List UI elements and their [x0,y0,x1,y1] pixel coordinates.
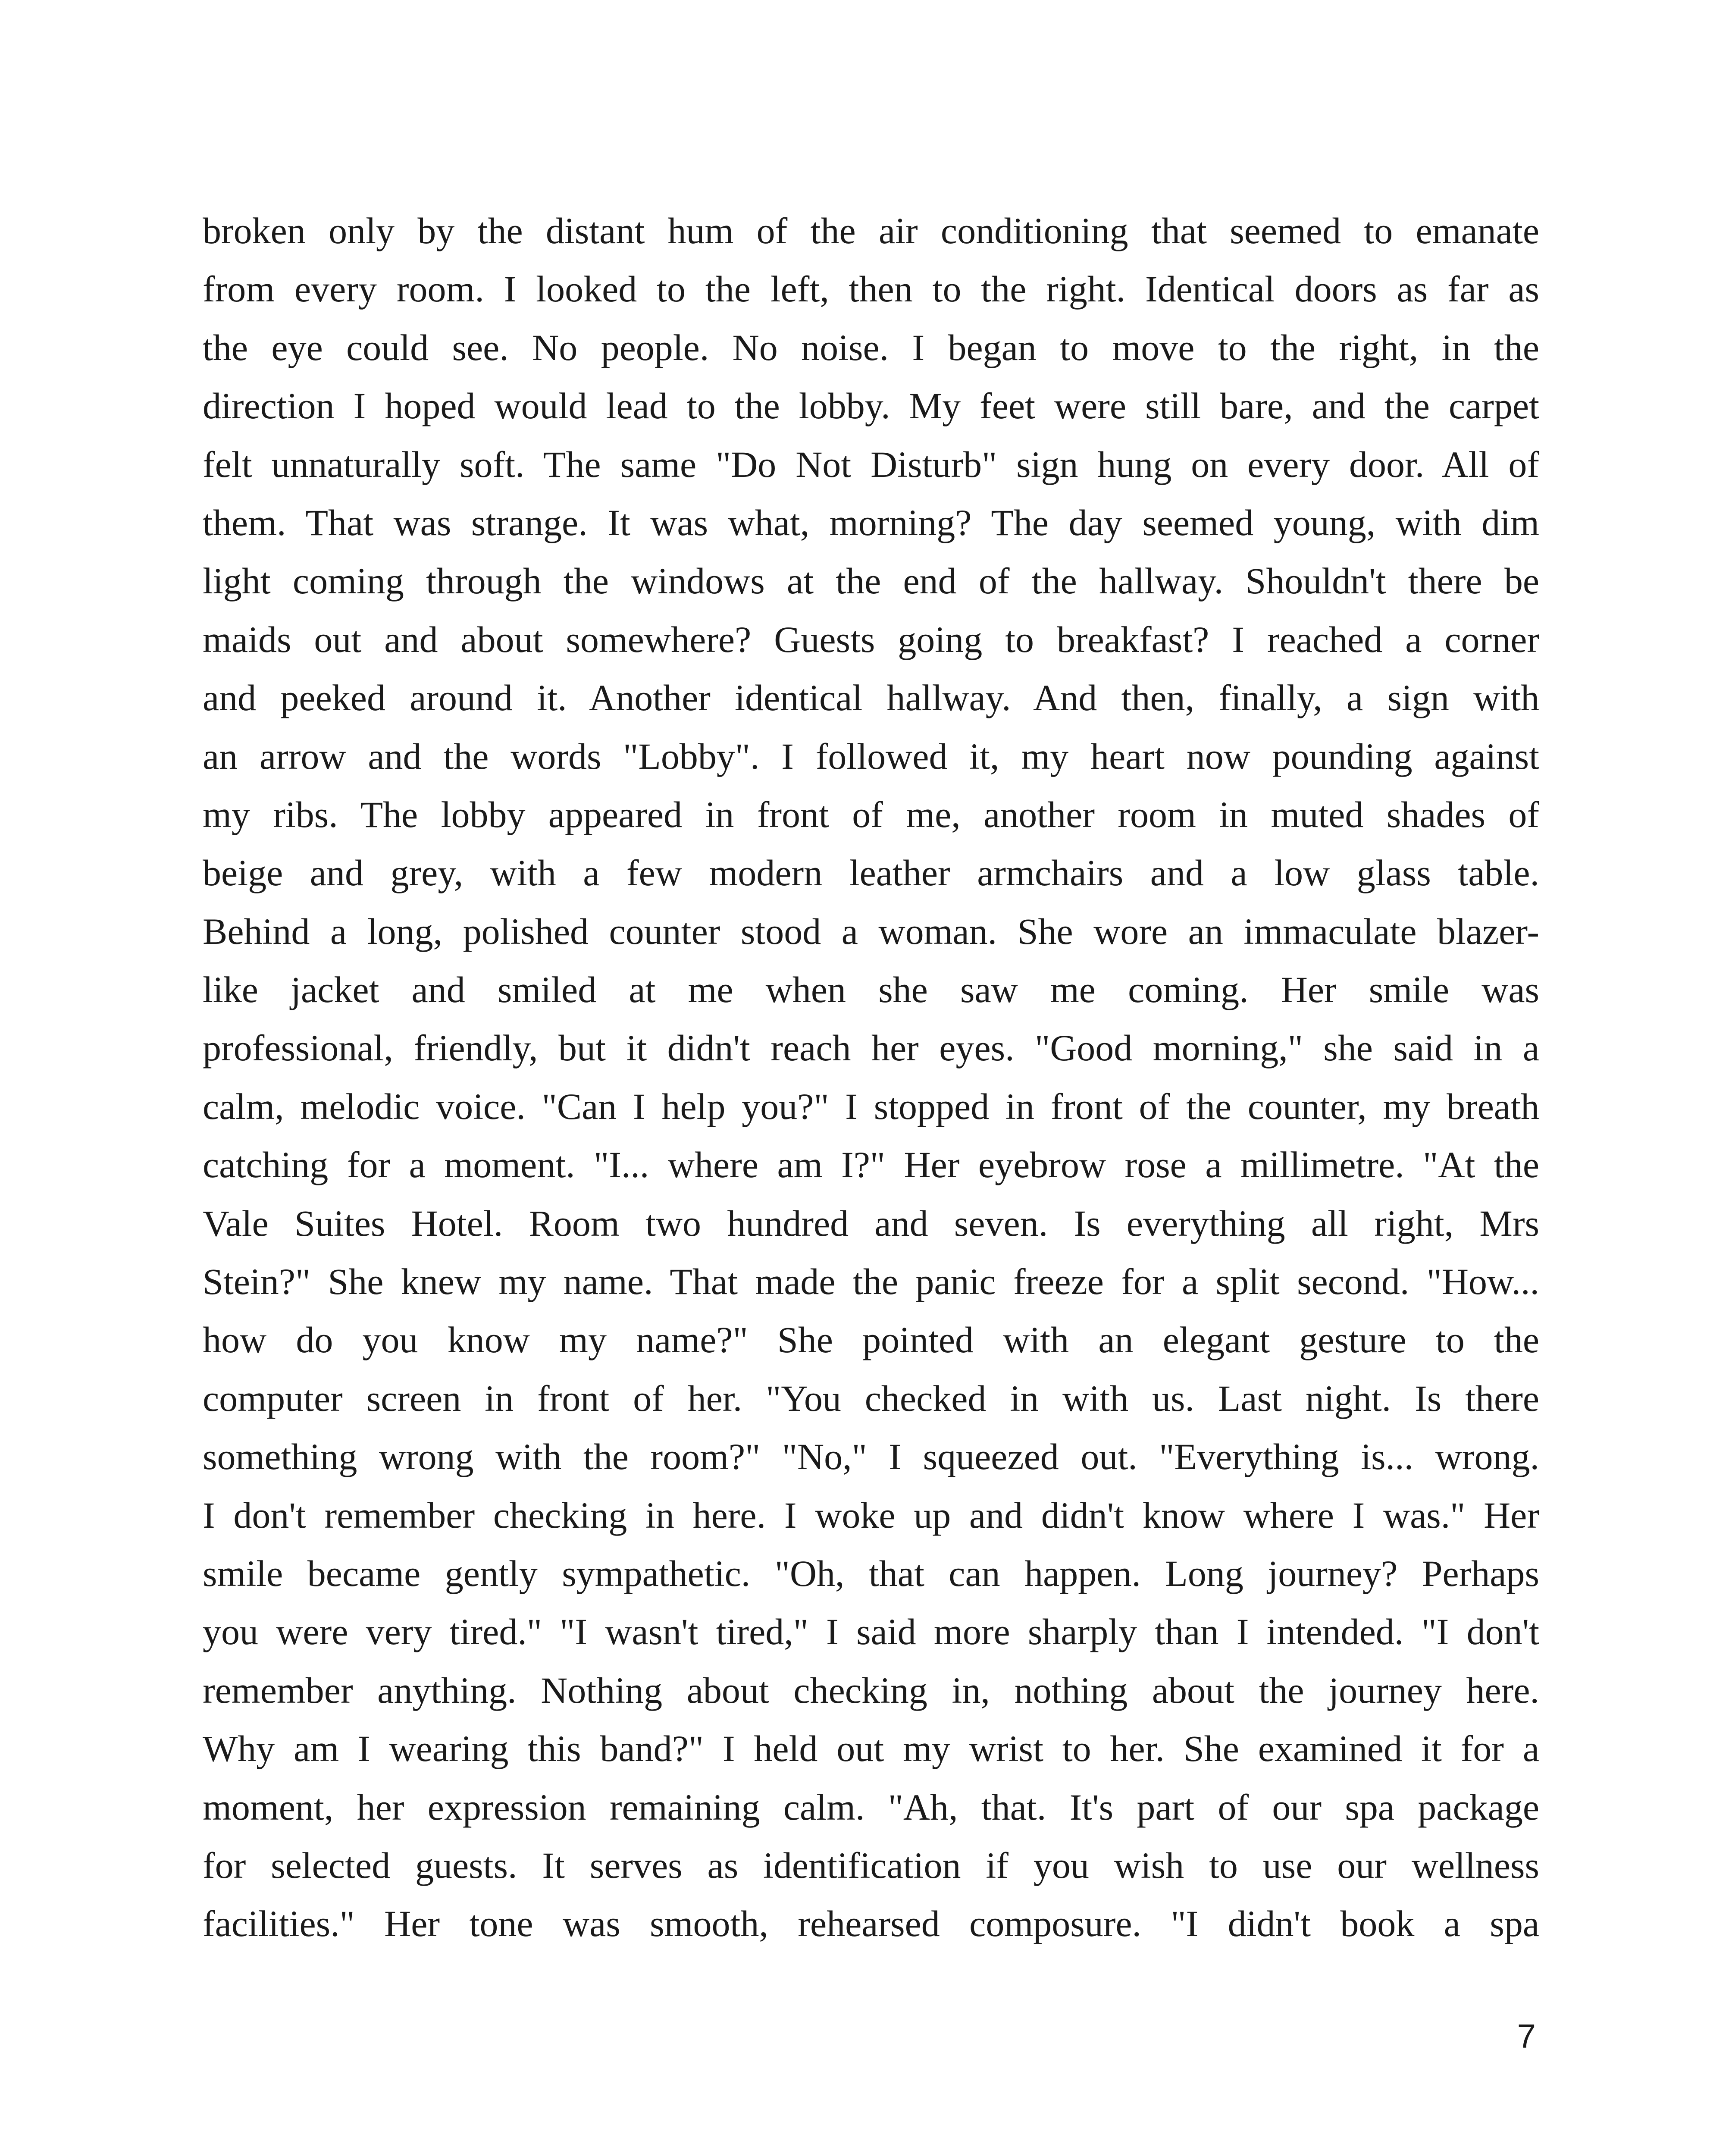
text-line: maids out and about somewhere? Guests going to breakfast? I reached a corner [203,618,1539,660]
text-line: for selected guests. It serves as identification if you wish to use our wellness [203,1844,1539,1886]
text-line: Why am I wearing this band?" I held out my wrist to her. She examined it for a [203,1728,1539,1770]
text-line: Vale Suites Hotel. Room two hundred and seven. Is everything all right, Mrs [203,1202,1539,1244]
text-line: and peeked around it. Another identical hallway. And then, finally, a sign with [203,677,1539,719]
page-number: 7 [1517,2017,1536,2055]
text-line: facilities." Her tone was smooth, rehearsed composure. "I didn't book a spa [203,1903,1539,1945]
text-line: smile became gently sympathetic. "Oh, that can happen. Long journey? Perhaps [203,1552,1539,1594]
text-line: professional, friendly, but it didn't reach her eyes. "Good morning," she said in a [203,1027,1539,1069]
text-line: broken only by the distant hum of the air conditioning that seemed to emanate [203,210,1539,251]
text-line: Stein?" She knew my name. That made the panic freeze for a split second. "How... [203,1261,1539,1303]
text-line: catching for a moment. "I... where am I?" Her eyebrow rose a millimetre. "At the [203,1144,1539,1186]
text-line: like jacket and smiled at me when she saw me coming. Her smile was [203,969,1539,1011]
text-line: an arrow and the words "Lobby". I followed it, my heart now pounding against [203,735,1539,777]
text-line: moment, her expression remaining calm. "Ah, that. It's part of our spa package [203,1786,1539,1828]
text-line: from every room. I looked to the left, then to the right. Identical doors as far as [203,268,1539,310]
text-line: the eye could see. No people. No noise. I began to move to the right, in the [203,326,1539,368]
text-line: computer screen in front of her. "You checked in with us. Last night. Is there [203,1377,1539,1419]
text-line: calm, melodic voice. "Can I help you?" I stopped in front of the counter, my breath [203,1085,1539,1127]
text-line: beige and grey, with a few modern leather armchairs and a low glass table. [203,852,1539,894]
text-line: something wrong with the room?" "No," I squeezed out. "Everything is... wrong. [203,1436,1539,1478]
text-line: you were very tired." "I wasn't tired," I said more sharply than I intended. "I don't [203,1611,1539,1653]
text-line: I don't remember checking in here. I woke up and didn't know where I was." Her [203,1494,1539,1536]
text-line: my ribs. The lobby appeared in front of me, another room in muted shades of [203,793,1539,835]
text-line: direction I hoped would lead to the lobby. My feet were still bare, and the carpet [203,385,1539,427]
text-line: them. That was strange. It was what, morning? The day seemed young, with dim [203,501,1539,543]
text-line: felt unnaturally soft. The same "Do Not Disturb" sign hung on every door. All of [203,443,1539,485]
text-line: how do you know my name?" She pointed with an elegant gesture to the [203,1319,1539,1361]
text-line: remember anything. Nothing about checking in, nothing about the journey here. [203,1669,1539,1711]
text-line: Behind a long, polished counter stood a woman. She wore an immaculate blazer- [203,910,1539,952]
text-line: light coming through the windows at the end of the hallway. Shouldn't there be [203,560,1539,602]
body-text [203,202,1539,1953]
